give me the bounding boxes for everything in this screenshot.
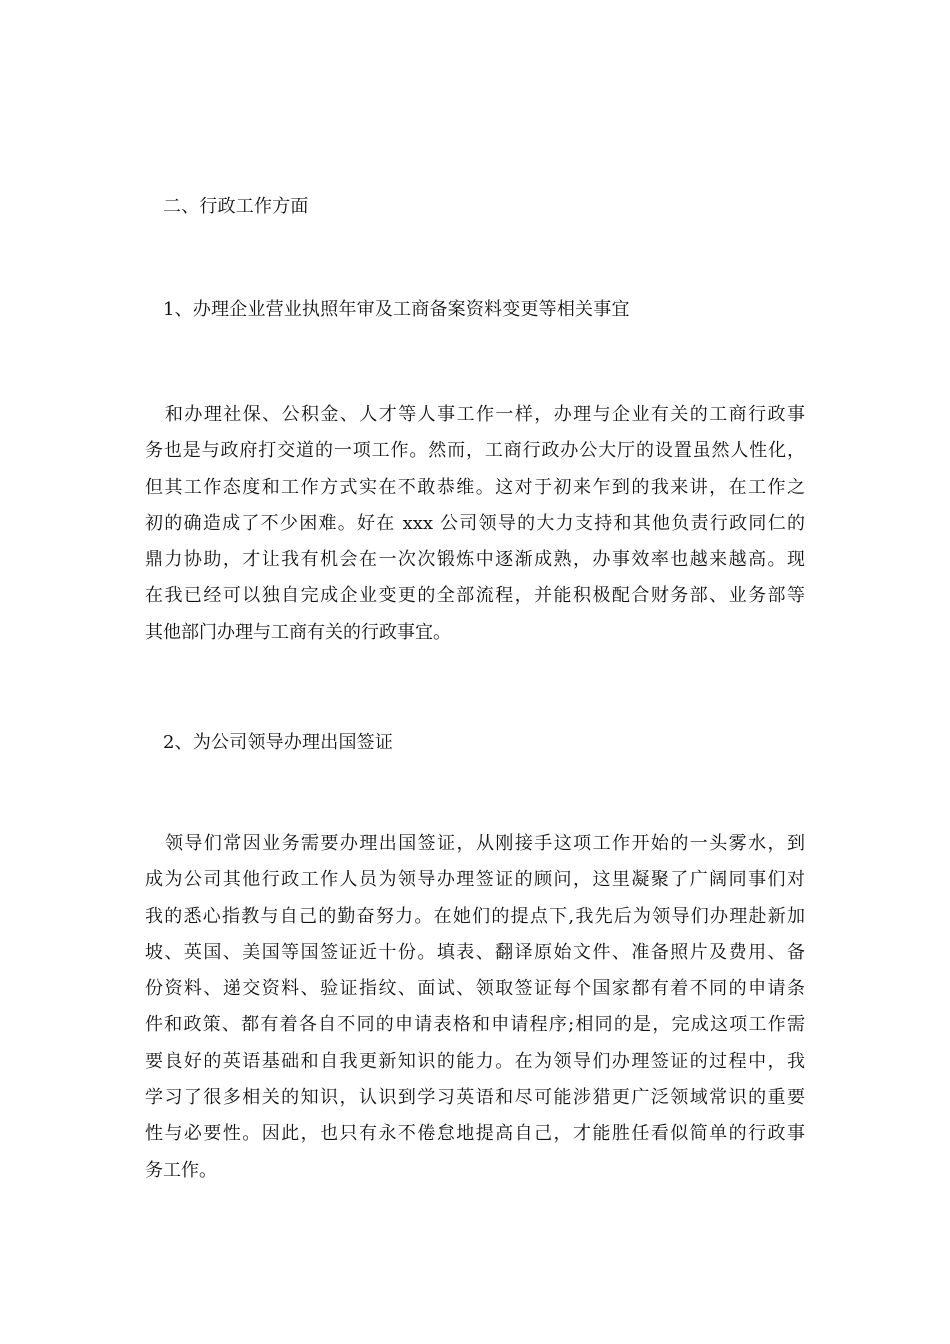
item-2-paragraph bbox=[145, 826, 805, 1189]
section-title: 二、行政工作方面 bbox=[163, 196, 309, 217]
paragraph-line: 务工作。 bbox=[145, 1159, 217, 1181]
paragraph-line: 领导们常因业务需要办理出国签证，从刚接手这项工作开始的一头雾水，到 bbox=[165, 833, 805, 854]
paragraph-line: 其他部门办理与工商有关的行政事宜。 bbox=[145, 621, 451, 643]
paragraph-line: 在我已经可以独自完成企业变更的全部流程，并能积极配合财务部、业务部等 bbox=[145, 585, 805, 607]
item-1-paragraph bbox=[145, 397, 805, 651]
paragraph-line: 份资料、递交资料、验证指纹、面试、领取签证每个国家都有着不同的申请条 bbox=[145, 978, 805, 1000]
item-2-heading: 2、为公司领导办理出国签证 bbox=[163, 732, 394, 753]
paragraph-line: 性与必要性。因此，也只有永不倦怠地提高自己，才能胜任看似简单的行政事 bbox=[145, 1123, 805, 1145]
paragraph-line: 要良好的英语基础和自我更新知识的能力。在为领导们办理签证的过程中，我 bbox=[145, 1050, 805, 1072]
paragraph-line: 和办理社保、公积金、人才等人事工作一样，办理与企业有关的工商行政事 bbox=[165, 404, 805, 425]
paragraph-line: 初的确造成了不少困难。好在 xxx 公司领导的大力支持和其他负责行政同仁的 bbox=[145, 512, 805, 534]
paragraph-line: 务也是与政府打交道的一项工作。然而，工商行政办公大厅的设置虽然人性化， bbox=[145, 440, 805, 462]
paragraph-line: 学习了很多相关的知识，认识到学习英语和尽可能涉猎更广泛领域常识的重要 bbox=[145, 1087, 805, 1109]
item-1-heading: 1、办理企业营业执照年审及工商备案资料变更等相关事宜 bbox=[163, 299, 630, 320]
paragraph-line: 件和政策、都有着各自不同的申请表格和申请程序;相同的是，完成这项工作需 bbox=[145, 1014, 805, 1036]
paragraph-line: 我的悉心指教与自己的勤奋努力。在她们的提点下,我先后为领导们办理赴新加 bbox=[145, 905, 805, 927]
paragraph-line: 成为公司其他行政工作人员为领导办理签证的顾问，这里凝聚了广阔同事们对 bbox=[145, 869, 805, 891]
paragraph-line: 鼎力协助，才让我有机会在一次次锻炼中逐渐成熟，办事效率也越来越高。现 bbox=[145, 549, 805, 571]
paragraph-line: 坡、英国、美国等国签证近十份。填表、翻译原始文件、准备照片及费用、备 bbox=[145, 941, 805, 963]
paragraph-line: 但其工作态度和工作方式实在不敢恭维。这对于初来乍到的我来讲，在工作之 bbox=[145, 476, 805, 498]
